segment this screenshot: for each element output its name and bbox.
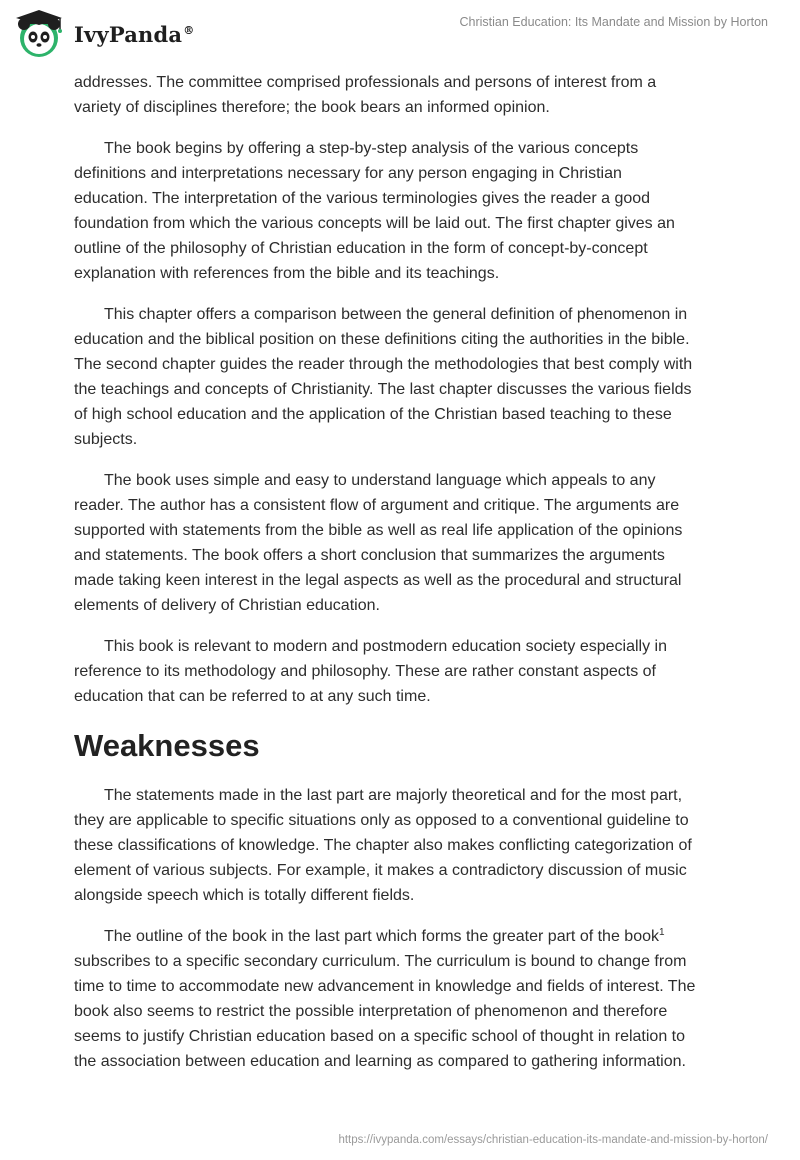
essay-content (74, 70, 734, 1090)
paragraph-6-start: The outline of the book in the last part which forms the greater part of the book (104, 928, 659, 945)
paragraph-4: This book is relevant to modern and postmodern education society especially in reference to its methodology and philosophy. These are rather constant aspects of education that can be referred to at any such time. (74, 638, 667, 705)
paragraph-0: addresses. The committee comprised professionals and persons of interest from a variety of disciplines therefore; the book bears an informed opinion. (74, 74, 657, 116)
panda-graduate-icon (12, 8, 68, 60)
page-header (0, 0, 800, 70)
paragraph-5: The statements made in the last part are majorly theoretical and for the most part, they are applicable to specific situations only as opposed to a conventional guideline to these classifications of knowledge. The chapter also makes conflicting categorization of element of various subjects. For example, it makes a contradictory discussion of music alongside speech which is totally different fields. (74, 787, 692, 904)
paragraph-6 (74, 924, 734, 1074)
ivypanda-logo[interactable] (12, 8, 194, 60)
brand-name: IvyPanda® (74, 21, 195, 47)
paragraph-6-rest: subscribes to a specific secondary curriculum. The curriculum is bound to change from time to time to accommodate new advancement in knowledge and fields of interest. The book also seems to restrict the possible interpretation of phenomenon and therefore seems to justify Christian education based on a specific school of thought in relation to the association between education and learning as compared to gathering information. (74, 953, 696, 1070)
paragraph-2: This chapter offers a comparison between the general definition of phenomenon in education and the biblical position on these definitions citing the authorities in the bible. The second chapter guides the reader through the methodologies that best comply with the teachings and concepts of Christianity. The last chapter discusses the various fields of high school education and the application of the Christian based teaching to these subjects. (74, 306, 693, 448)
section-heading-weaknesses: Weaknesses (74, 728, 260, 763)
registered-mark: ® (183, 23, 195, 37)
document-title: Christian Education: Its Mandate and Mission by Horton (459, 15, 768, 29)
paragraph-1: The book begins by offering a step-by-step analysis of the various concepts definitions and interpretations necessary for any person engaging in Christian education. The interpretation of the various terminologies gives the reader a good foundation from which the various concepts will be laid out. The first chapter gives an outline of the philosophy of Christian education in the form of concept-by-concept explanation with references from the bible and its teachings. (74, 140, 675, 282)
paragraph-3: The book uses simple and easy to understand language which appeals to any reader. The author has a consistent flow of argument and critique. The arguments are supported with statements from the bible as well as real life application of the opinions and statements. The book offers a short conclusion that summarizes the arguments made taking keen interest in the legal aspects as well as the procedural and structural elements of delivery of Christian education. (74, 472, 683, 614)
source-url[interactable]: https://ivypanda.com/essays/christian-education-its-mandate-and-mission-by-horton/ (338, 1134, 768, 1146)
footnote-ref-1[interactable]: 1 (658, 927, 665, 938)
